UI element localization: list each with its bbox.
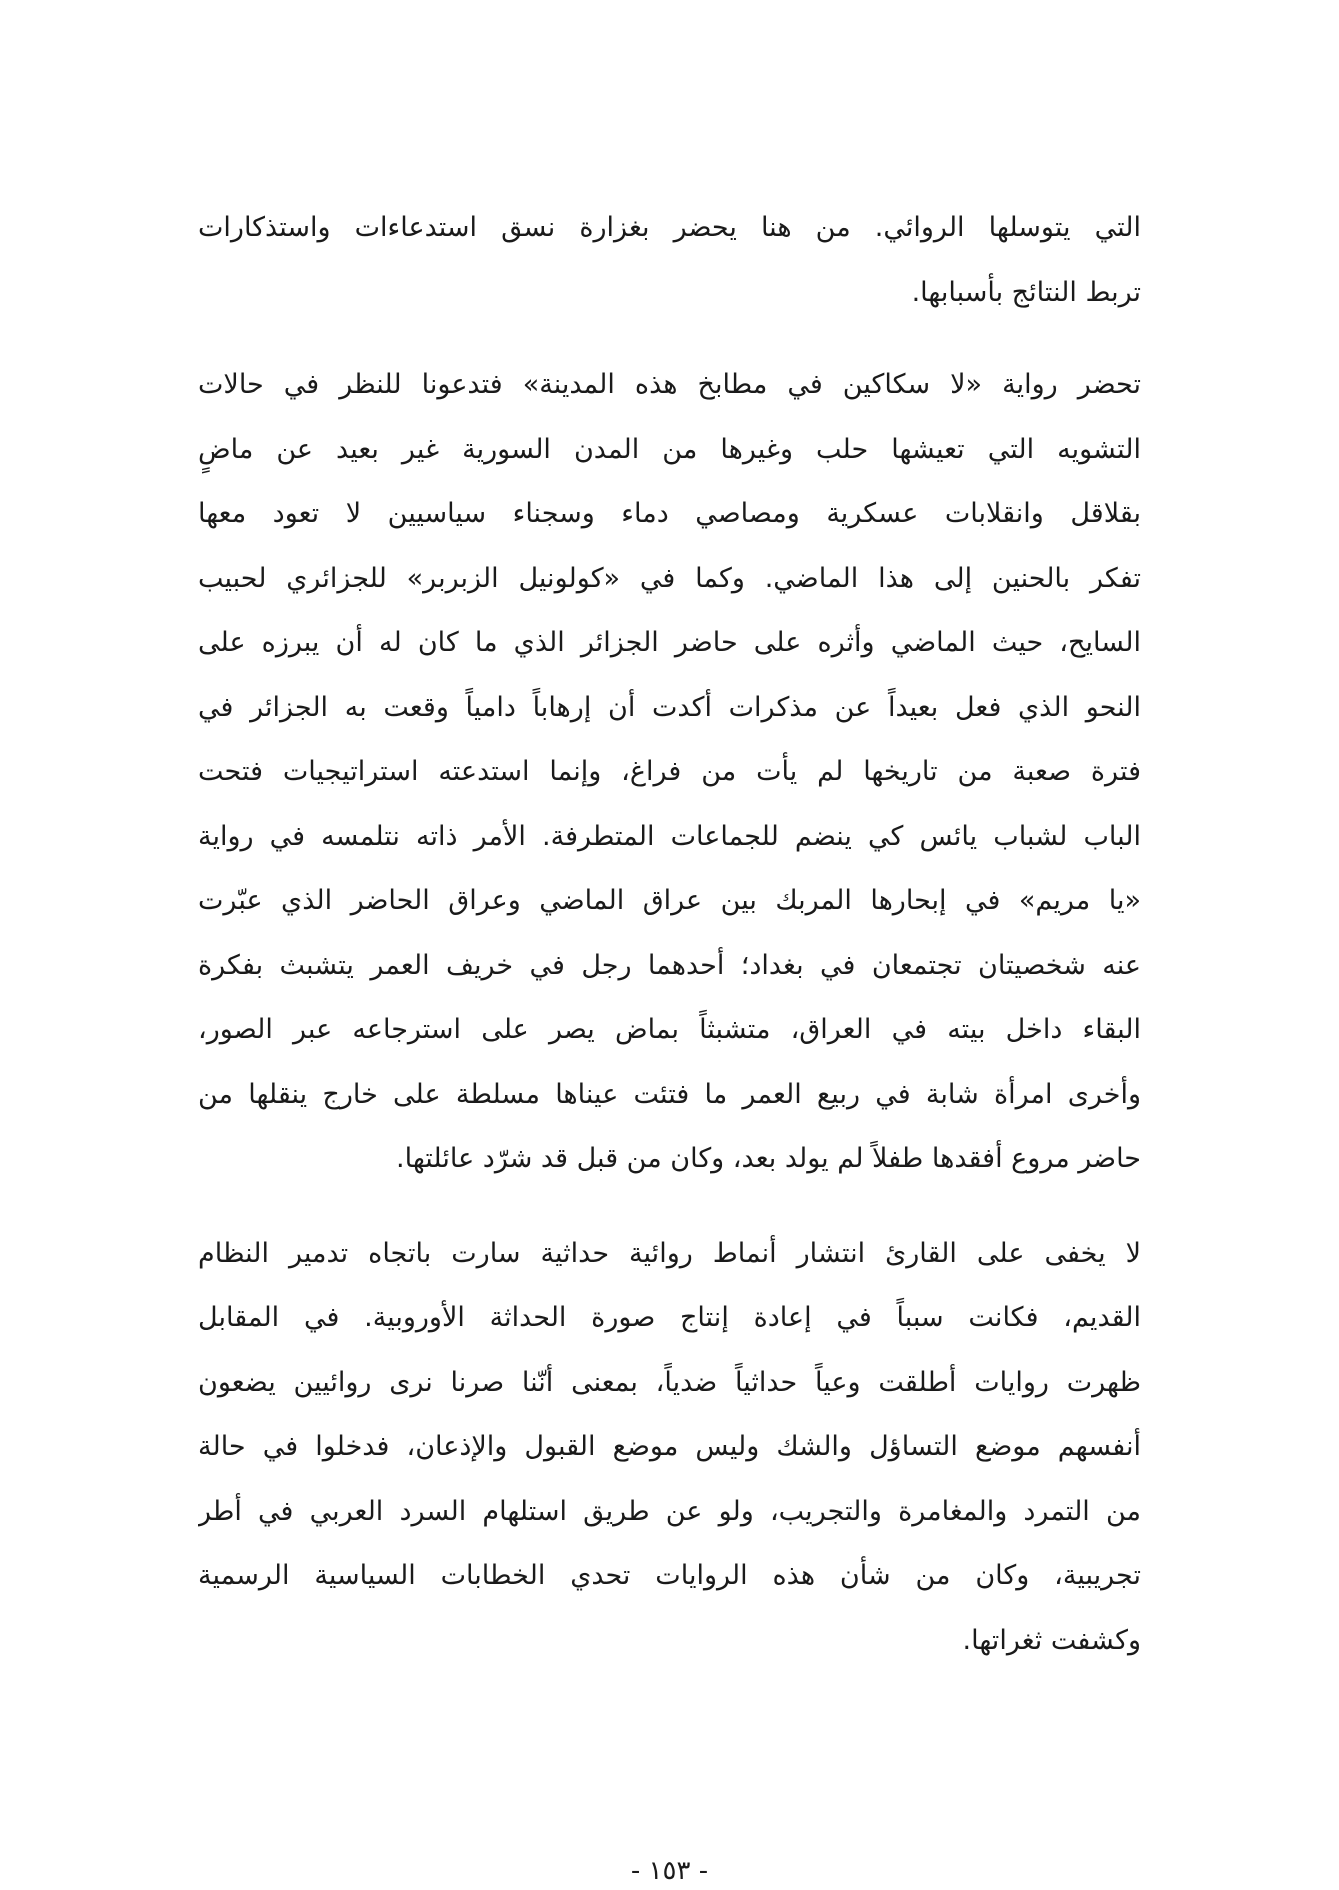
text-line: أنفسهم موضع التساؤل والشك وليس موضع القبول والإذعان، فدخلوا في حالة [198,1431,1141,1462]
text-line: وأخرى امرأة شابة في ربيع العمر ما فتئت عيناها مسلطة على خارج ينقلها من [198,1078,1141,1110]
text-line: عنه شخصيتان تجتمعان في بغداد؛ أحدهما رجل في خريف العمر يتشبث بفكرة [198,949,1141,981]
text-line: وكشفت ثغراتها. [962,1624,1141,1656]
text-line: تفكر بالحنين إلى هذا الماضي. وكما في «كولونيل الزبربر» للجزائري لحبيب [198,562,1141,594]
paragraph-3 [198,1222,1141,1674]
body-text [198,196,1141,1673]
text-line: التشويه التي تعيشها حلب وغيرها من المدن السورية غير بعيد عن ماضٍ [198,433,1141,465]
text-line: السايح، حيث الماضي وأثره على حاضر الجزائر الذي ما كان له أن يبرزه على [198,627,1141,658]
text-line: البقاء داخل بيته في العراق، متشبثاً بماض يصر على استرجاعه عبر الصور، [198,1014,1141,1045]
text-line: ظهرت روايات أطلقت وعياً حداثياً ضدياً، بمعنى أنّنا صرنا نرى روائيين يضعون [198,1366,1141,1398]
paragraph-2 [198,353,1141,1192]
text-line: تجريبية، وكان من شأن هذه الروايات تحدي الخطابات السياسية الرسمية [198,1560,1141,1591]
text-line: بقلاقل وانقلابات عسكرية ومصاصي دماء وسجناء سياسيين لا تعود معها [198,498,1141,529]
text-line: لا يخفى على القارئ انتشار أنماط روائية حداثية سارت باتجاه تدمير النظام [198,1237,1141,1269]
text-line: تربط النتائج بأسبابها. [911,276,1141,308]
paragraph-spacer [198,1192,1141,1222]
text-line: من التمرد والمغامرة والتجريب، ولو عن طريق استلهام السرد العربي في أطر [198,1495,1141,1527]
paragraph-1 [198,196,1141,325]
text-line: التي يتوسلها الروائي. من هنا يحضر بغزارة نسق استدعاءات واستذكارات [198,212,1141,243]
page-number: - ١٥٣ - [630,1856,709,1886]
text-line: القديم، فكانت سبباً في إعادة إنتاج صورة الحداثة الأوروبية. في المقابل [198,1302,1141,1333]
text-line: الباب لشباب يائس كي ينضم للجماعات المتطرفة. الأمر ذاته نتلمسه في رواية [198,820,1141,852]
text-line: «يا مريم» في إبحارها المربك بين عراق الماضي وعراق الحاضر الذي عبّرت [198,885,1141,916]
paragraph-spacer [198,325,1141,353]
text-line: تحضر رواية «لا سكاكين في مطابخ هذه المدينة» فتدعونا للنظر في حالات [198,369,1141,400]
text-line: فترة صعبة من تاريخها لم يأت من فراغ، وإنما استدعته استراتيجيات فتحت [198,756,1141,787]
text-line: حاضر مروع أفقدها طفلاً لم يولد بعد، وكان من قبل قد شرّد عائلتها. [396,1143,1141,1174]
text-line: النحو الذي فعل بعيداً عن مذكرات أكدت أن إرهاباً دامياً وقعت به الجزائر في [198,691,1141,723]
